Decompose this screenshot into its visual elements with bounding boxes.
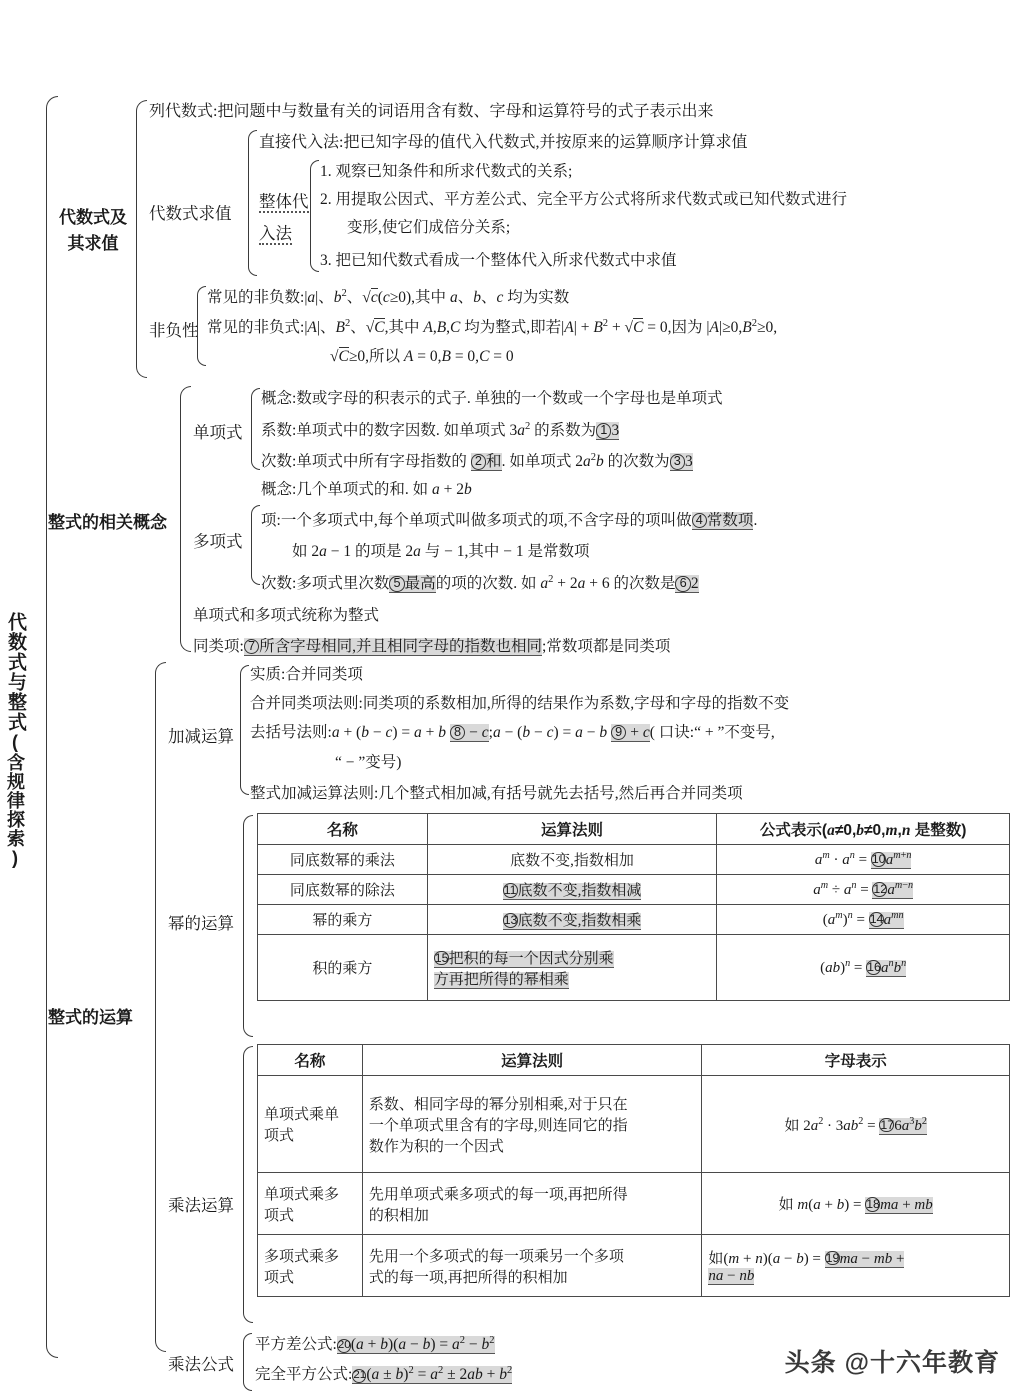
power-formula-2: $(a^m)^n = 14a^{mn}$ (717, 905, 1010, 935)
mul-header-formula: 字母表示 (702, 1045, 1010, 1076)
power-header-rule: 运算法则 (427, 814, 717, 845)
s1-item-0: 1. 观察已知条件和所求代数式的关系; (320, 163, 573, 180)
s2-mono-key-1: 系数: (261, 422, 297, 440)
s2-poly-degree-blank-b: 6 2 (675, 575, 698, 593)
mul-name-0: 单项式乘单 项式 (258, 1076, 363, 1173)
s2-mono-blank-2a: 2 和 (471, 453, 502, 471)
table-row (258, 845, 1010, 875)
s3-add-key-0: 实质: (250, 666, 286, 683)
s2-like-text: ;常数项都是同类项 (542, 638, 671, 655)
s1-item-1: 2. 用提取公因式、平方差公式、完全平方公式将所求代数式或已知代数式进行 (320, 191, 848, 208)
power-header-formula: 公式表示(a≠0,b≠0,m,n 是整数) (717, 814, 1010, 845)
s1-zhijie-text: 把已知字母的值代入代数式,并按原来的运算顺序计算求值 (343, 134, 748, 151)
s1-nonneg-expr-formula: |A|、$B^2$、√C,其中 A,B,C 均为整式,即若$|A| + B^2 + √C = 0$,因为 $|A|\ge 0,B^2\ge 0$, (304, 318, 778, 337)
s2-poly-brace (251, 505, 260, 585)
s3-formula-row-0 (255, 1333, 495, 1357)
power-rule-2: 13底数不变,指数相乘 (427, 905, 717, 935)
watermark: 头条 @十六年教育 (784, 1349, 1000, 1377)
s1-zhengti-text-1: 整体代 (259, 192, 309, 211)
s2-poly-term-blank: 4 常数项 (692, 512, 754, 530)
s2-like-terms (193, 636, 670, 658)
s3-add-text-2b: ;a − (b − c) = a − b (488, 724, 608, 741)
s2-mono-blank-2b: 3 3 (670, 453, 693, 471)
s1-nonneg-expr-formula-2: √C≥0,所以 A = 0,B = 0,C = 0 (330, 348, 514, 365)
table-header-row (258, 814, 1010, 845)
s2-mono-row-1 (261, 419, 619, 443)
s2-mono-row-2 (261, 450, 693, 474)
table-row (258, 1173, 1010, 1235)
s2-like-key: 同类项: (193, 638, 244, 655)
s1-nonneg-number-formula: |a|、$b^2$、√c(c≥0),其中 a、b、c 均为实数 (304, 288, 570, 307)
s2-mono-text-2b: . 如单项式 $2a^2b$ 的次数为 (501, 452, 670, 471)
mul-formula-2: 如(m + n)(a − b) = 19ma − mb + na − nb (702, 1235, 1010, 1297)
s1-nonneg-expr-key: 常见的非负式: (207, 319, 305, 337)
s1-lie-key: 列代数式: (149, 103, 218, 120)
power-name-3: 积的乘方 (258, 935, 428, 1001)
s2-poly-concept-text: 几个单项式的和. 如 a + 2b (296, 481, 472, 498)
s1-zhengti-brace (310, 160, 319, 272)
s2-mono-key-0: 概念: (261, 390, 297, 407)
s1-item-3: 3. 把已知代数式看成一个整体代入所求代数式中求值 (320, 252, 677, 269)
s2-mono-text-2a: 单项式中所有字母指数的 (296, 453, 471, 471)
mul-formula-1: 如 m(a + b) = 18ma + mb (702, 1173, 1010, 1235)
s3-add-text-1: 同类项的系数相加,所得的结果作为系数,字母和字母的指数不变 (362, 695, 790, 712)
s3-formula-row-1 (255, 1363, 512, 1387)
power-name-2: 幂的乘方 (258, 905, 428, 935)
s2-mono-label: 单项式 (193, 423, 243, 442)
power-formula-3: $(ab)^n = 16a^nb^n$ (717, 935, 1010, 1001)
s3-mul-label: 乘法运算 (168, 1196, 234, 1215)
s2-poly-term-key: 项: (261, 512, 281, 529)
table-header-row (258, 1045, 1010, 1076)
s2-poly-degree-blank-a: 5 最高 (389, 575, 435, 593)
branch-2-label: 整式的相关概念 (48, 513, 167, 532)
s1-qiuzhi-brace (248, 130, 257, 276)
s1-nonneg-number (207, 286, 569, 310)
mul-name-1: 单项式乘多 项式 (258, 1173, 363, 1235)
s1-zhengti-label-1 (259, 188, 309, 212)
table-row (258, 935, 1010, 1001)
root-label: 代数式与整式(含规律探索) (5, 612, 26, 869)
s3-add-key-4: 整式加减运算法则: (250, 785, 379, 802)
s3-add-text-2a: a + (b − c) = a + b (331, 724, 447, 741)
branch-3-brace (155, 662, 166, 1352)
mul-header-rule: 运算法则 (362, 1045, 702, 1076)
s3-add-label: 加减运算 (168, 727, 234, 746)
s1-nonneg-number-key: 常见的非负数: (207, 289, 305, 307)
s2-poly-degree-text-a: 多项式里次数 (296, 575, 390, 593)
s2-poly-term (261, 510, 757, 532)
s2-poly-term-dot: . (753, 512, 758, 529)
power-name-0: 同底数幂的乘法 (258, 845, 428, 875)
s2-poly-degree-text-b: 的项的次数. 如 $a^2 + 2a + 6$ 的次数是 (435, 574, 676, 593)
table-row (258, 875, 1010, 905)
mul-header-name: 名称 (258, 1045, 363, 1076)
s3-add-key-1: 合并同类项法则: (250, 695, 363, 712)
s1-zhijie-row (259, 131, 747, 154)
s3-mul-brace (243, 1046, 253, 1323)
s2-mono-row-0 (261, 388, 723, 410)
s2-mono-text-0: 数或字母的积表示的式子. 单独的一个数或一个字母也是单项式 (296, 390, 723, 407)
s3-formula-brace (243, 1333, 252, 1391)
mul-name-2: 多项式乘多 项式 (258, 1235, 363, 1297)
s1-zhengti-text-2: 入法 (259, 224, 292, 243)
s2-poly-concept (261, 479, 472, 501)
mul-rule-1: 先用单项式乘多项式的每一项,再把所得 的积相加 (362, 1173, 702, 1235)
power-rule-3: 15把积的每一个因式分别乘 方再把所得的幂相乘 (427, 935, 717, 1001)
s2-poly-term-text: 一个多项式中,每个单项式叫做多项式的项,不含字母的项叫做 (280, 512, 692, 529)
s3-power-label: 幂的运算 (168, 914, 234, 933)
s3-formula-blank-0: $20(a + b)(a - b) = a^2 - b^2$ (337, 1335, 495, 1354)
s2-poly-concept-key: 概念: (261, 481, 297, 498)
power-header-name: 名称 (258, 814, 428, 845)
s2-poly-degree (261, 572, 699, 596)
branch-2-brace (180, 386, 191, 652)
s3-formula-label: 乘法公式 (168, 1355, 234, 1374)
s1-feifu-brace (197, 286, 206, 366)
table-row (258, 905, 1010, 935)
s3-add-row-3: “ − ”变号) (335, 754, 402, 771)
power-rule-1: 11底数不变,指数相减 (427, 875, 717, 905)
s3-power-brace (243, 815, 253, 1037)
s3-add-brace (240, 665, 249, 795)
s2-like-blank: 7 所含字母相同,并且相同字母的指数也相同 (244, 638, 542, 656)
s2-poly-degree-key: 次数: (261, 575, 297, 593)
s2-poly-term-cont (292, 541, 590, 563)
s3-add-text-2c: ( 口诀:“ + ”不变号, (649, 724, 775, 741)
s2-poly-term-text2: 如 2a − 1 的项是 2a 与 − 1,其中 − 1 是常数项 (292, 543, 590, 560)
s2-poly-label: 多项式 (193, 532, 243, 551)
s3-add-row-4 (250, 783, 743, 805)
s1-nonneg-expr (207, 316, 777, 340)
s3-add-text-0: 合并同类项 (285, 666, 363, 683)
s2-mono-key-2: 次数: (261, 453, 297, 471)
s3-add-row-0 (250, 664, 363, 686)
power-formula-1: $a^m \div a^n = 12a^{m-n}$ (717, 875, 1010, 905)
s2-mono-brace (251, 388, 260, 470)
mul-formula-0: 如 $2a^2 \cdot 3ab^2 = 176a^3b^2$ (702, 1076, 1010, 1173)
power-rules-table (257, 813, 1010, 1001)
s1-qiuzhi-label: 代数式求值 (149, 204, 232, 223)
s3-formula-blank-1: $21(a \pm b)^2 = a^2 \pm 2ab + b^2$ (353, 1365, 513, 1384)
s1-zhijie-key: 直接代入法: (259, 134, 344, 151)
s1-row-lie (149, 100, 713, 123)
s3-add-text-4: 几个整式相加减,有括号就先去括号,然后再合并同类项 (378, 785, 743, 802)
power-rule-0: 底数不变,指数相加 (427, 845, 717, 875)
s3-add-blank-8: 8 − c (450, 724, 489, 742)
branch-1-label: 代数式及 其求值 (59, 208, 127, 253)
root-brace (46, 96, 58, 1358)
s1-zhengti-label-2 (259, 220, 292, 244)
branch-1-brace (136, 100, 147, 378)
multiplication-rules-table (257, 1044, 1010, 1297)
table-row (258, 1235, 1010, 1297)
s1-nonneg-expr-cont (330, 346, 514, 368)
branch-3-label: 整式的运算 (48, 1008, 133, 1027)
s3-add-blank-9: 9 + c (611, 724, 650, 742)
mul-rule-2: 先用一个多项式的每一项乘另一个多项 式的每一项,再把所得的积相加 (362, 1235, 702, 1297)
s2-unify: 单项式和多项式统称为整式 (193, 607, 380, 624)
table-row (258, 1076, 1010, 1173)
s3-add-row-1 (250, 693, 789, 715)
s3-formula-key-0: 平方差公式: (255, 1336, 337, 1354)
mul-rule-0: 系数、相同字母的幂分别相乘,对于只在 一个单项式里含有的字母,则连同它的指 数作为积的一个因式 (362, 1076, 702, 1173)
s1-lie-text: 把问题中与数量有关的词语用含有数、字母和运算符号的式子表示出来 (217, 103, 714, 120)
s3-formula-key-1: 完全平方公式: (255, 1366, 353, 1384)
s3-add-row-2 (250, 722, 775, 744)
s1-item-2: 变形,使它们成倍分关系; (347, 219, 511, 236)
s2-mono-text-1: 单项式中的数字因数. 如单项式 $3a^2$ 的系数为 (296, 421, 597, 440)
power-formula-0: $a^m \cdot a^n = 10a^{m+n}$ (717, 845, 1010, 875)
s3-add-key-2: 去括号法则: (250, 724, 332, 741)
power-name-1: 同底数幂的除法 (258, 875, 428, 905)
s2-mono-blank-1: 1 3 (596, 422, 619, 440)
s1-feifu-label: 非负性 (149, 321, 199, 340)
